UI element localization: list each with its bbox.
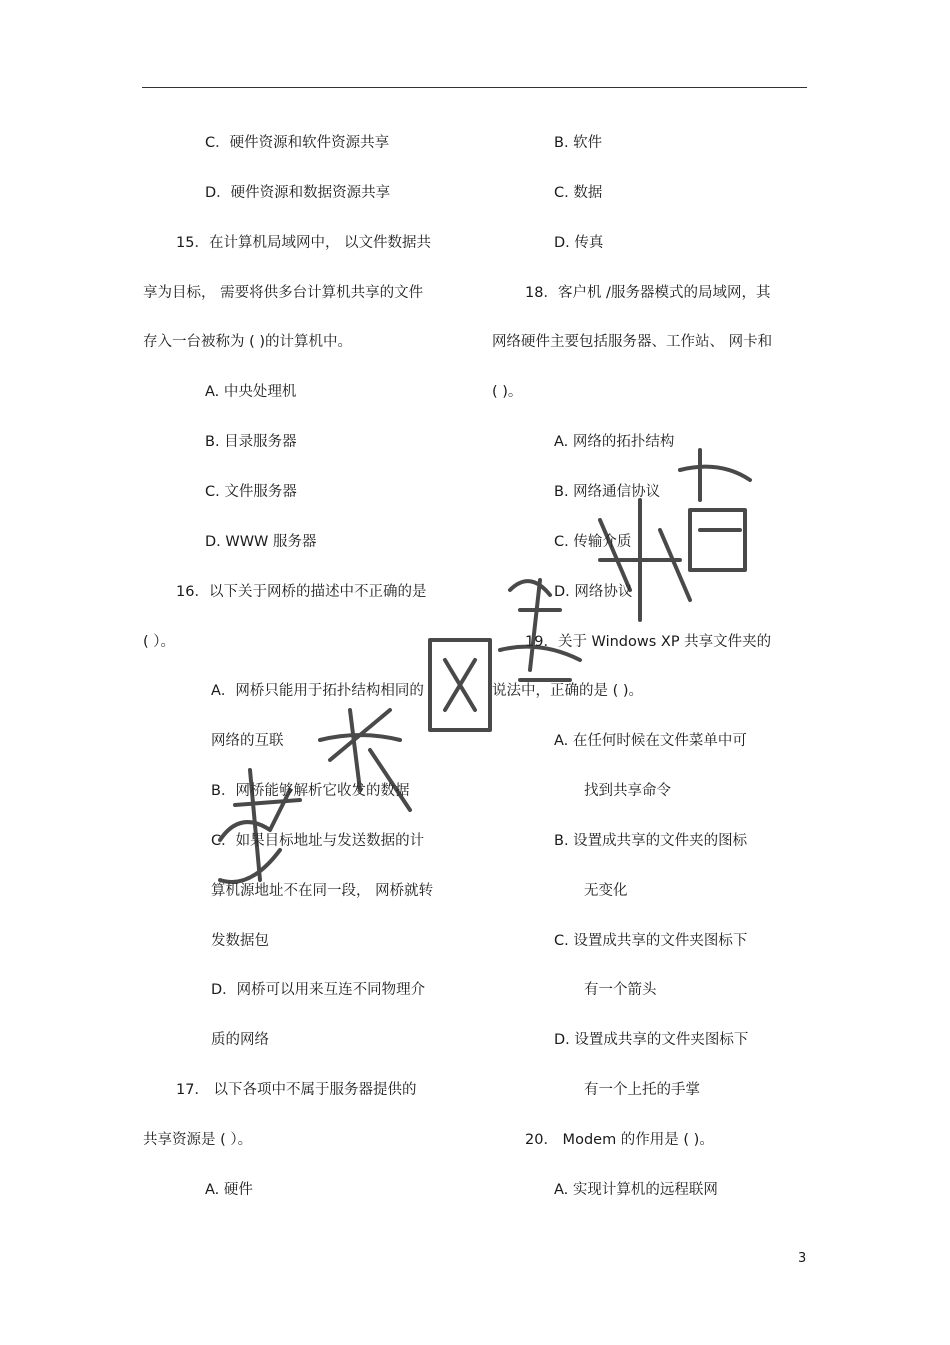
right-line: ( )。 [492, 384, 523, 401]
left-line: 16．以下关于网桥的描述中不正确的是 [176, 583, 427, 600]
page-number: 3 [798, 1251, 807, 1266]
right-line: 无变化 [584, 882, 628, 899]
left-line: 网络的互联 [211, 733, 284, 750]
right-line: B. 网络通信协议 [554, 483, 661, 500]
left-line: C. 文件服务器 [205, 483, 297, 500]
left-line: 15．在计算机局域网中， 以文件数据共 [176, 234, 432, 251]
right-line: D. 设置成共享的文件夹图标下 [554, 1032, 749, 1049]
right-line: 19．关于 Windows XP 共享文件夹的 [525, 633, 772, 650]
right-line: A. 实现计算机的远程联网 [554, 1181, 718, 1198]
right-line: 18．客户机 /服务器模式的局域网，其 [525, 284, 771, 301]
left-line: ( ）。 [143, 633, 176, 650]
left-line: 17． 以下各项中不属于服务器提供的 [176, 1082, 417, 1099]
left-line: 质的网络 [211, 1032, 269, 1049]
left-line: D．网桥可以用来互连不同物理介 [211, 982, 426, 999]
left-line: A. 中央处理机 [205, 384, 297, 401]
right-line: 找到共享命令 [584, 783, 671, 800]
left-line: A. 硬件 [205, 1181, 253, 1198]
right-line: 网络硬件主要包括服务器、工作站、 网卡和 [492, 334, 773, 351]
right-line: 20． Modem 的作用是 ( )。 [525, 1132, 714, 1148]
right-line: C. 设置成共享的文件夹图标下 [554, 932, 748, 949]
right-line: A. 网络的拓扑结构 [554, 434, 675, 451]
left-line: A．网桥只能用于拓扑结构相同的 [211, 683, 424, 700]
right-line: 说法中，正确的是 ( )。 [492, 683, 644, 700]
left-line: B．网桥能够解析它收发的数据 [211, 783, 410, 800]
left-line: 发数据包 [211, 932, 269, 949]
left-line: D．硬件资源和数据资源共享 [205, 184, 391, 201]
left-line: 共享资源是 ( ）。 [143, 1132, 253, 1148]
left-line: 享为目标， 需要将供多台计算机共享的文件 [143, 284, 424, 301]
left-line: B. 目录服务器 [205, 434, 297, 451]
left-line: 算机源地址不在同一段， 网桥就转 [211, 882, 434, 899]
right-line: D. 网络协议 [554, 583, 633, 600]
right-line: B. 软件 [554, 135, 603, 151]
right-line: C. 传输介质 [554, 533, 632, 550]
right-line: 有一个上托的手掌 [584, 1082, 700, 1099]
left-line: D. WWW 服务器 [205, 533, 317, 550]
header-rule [142, 87, 807, 88]
right-line: A. 在任何时候在文件菜单中可 [554, 733, 747, 750]
left-line: C．硬件资源和软件资源共享 [205, 135, 390, 151]
right-line: 有一个箭头 [584, 982, 657, 999]
right-line: C. 数据 [554, 184, 603, 201]
right-line: D. 传真 [554, 234, 604, 251]
left-line: 存入一台被称为 ( )的计算机中。 [143, 334, 353, 351]
left-line: C．如果目标地址与发送数据的计 [211, 832, 425, 849]
right-line: B. 设置成共享的文件夹的图标 [554, 832, 748, 849]
